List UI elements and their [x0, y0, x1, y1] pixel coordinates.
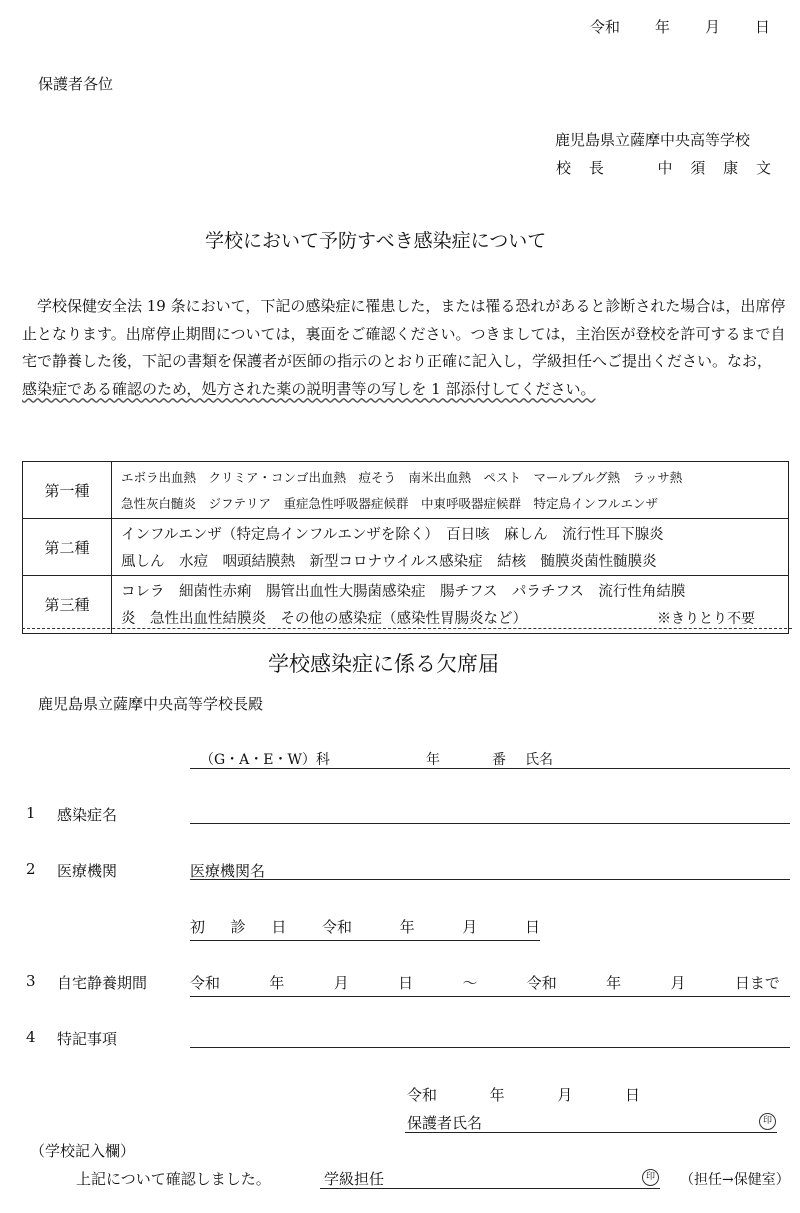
- principal-name: 校 長 中 須 康 文: [556, 159, 771, 177]
- grade-label: 年: [426, 752, 440, 768]
- category-cell: 第一種: [23, 462, 112, 519]
- form-addressee: 鹿児島県立薩摩中央高等学校長殿: [38, 695, 264, 713]
- item-label-disease: 感染症名: [57, 806, 118, 824]
- disease-name-field[interactable]: [190, 823, 790, 824]
- item-label-period: 自宅静養期間: [57, 974, 148, 992]
- seal-icon: 印: [759, 1113, 776, 1130]
- name-label: 氏名: [525, 752, 553, 768]
- item-number: 4: [26, 1028, 36, 1046]
- table-row: [23, 519, 789, 576]
- seal-icon: 印: [642, 1169, 659, 1186]
- number-label: 番: [492, 752, 506, 768]
- item-number: 3: [26, 972, 36, 990]
- issue-date: 令和 年 月 日: [590, 18, 770, 36]
- rest-period-field[interactable]: 令和 年 月 日 ～ 令和 年 月 日まで: [190, 972, 790, 997]
- item-label-institution: 医療機関: [57, 862, 118, 880]
- special-notes-field[interactable]: [190, 1047, 790, 1048]
- notice-body: 学校保健安全法 19 条において，下記の感染症に罹患した，または罹る恐れがあると診断された場合は，出席停止となります。出席停止期間については，裏面をご確認ください。つきましては，主治医が登校を許可するまで自宅で静養した後，下記の書類を保護者が医師の指示のとおり正確に記入し，学級担任へご提出ください。なお，感染症である確認のため，処方された薬の説明書等の写しを 1 部添付してください。: [22, 297, 786, 398]
- institution-name-field[interactable]: [190, 879, 790, 880]
- form-title: 学校感染症に係る欠席届: [268, 652, 499, 676]
- guardian-name-label: 保護者氏名: [407, 1114, 483, 1132]
- confirm-text: 上記について確認しました。: [76, 1170, 271, 1188]
- guardian-name-field[interactable]: [405, 1132, 777, 1133]
- homeroom-label: 学級担任: [324, 1170, 385, 1188]
- school-section-label: （学校記入欄）: [30, 1142, 136, 1160]
- first-visit-date-field[interactable]: 初 診 日 令和 年 月 日: [190, 916, 540, 941]
- cut-note: ※きりとり不要: [657, 611, 755, 627]
- item-label-notes: 特記事項: [57, 1030, 118, 1048]
- school-name: 鹿児島県立薩摩中央高等学校: [555, 131, 751, 149]
- guardian-date: 令和 年 月 日: [407, 1086, 640, 1104]
- item-number: 1: [26, 804, 36, 822]
- table-row: [23, 462, 789, 519]
- disease-list: コレラ 細菌性赤痢 腸管出血性大腸菌感染症 腸チフス パラチフス 流行性角結膜 炎 急性出血性結膜炎 その他の感染症（感染性胃腸炎など）: [112, 576, 789, 634]
- homeroom-signature-field[interactable]: [320, 1188, 660, 1189]
- attach-instruction: 感染症である確認のため，処方された薬の説明書等の写しを 1 部添付してください。: [22, 379, 596, 398]
- disease-list: エボラ出血熱 クリミア・コンゴ出血熱 痘そう 南米出血熱 ペスト マールブルグ熱 ラッサ熱 急性灰白髄炎 ジフテリア 重症急性呼吸器症候群 中東呼吸器症候群 特定鳥インフルエンザ: [112, 462, 789, 519]
- cut-line: [22, 628, 792, 629]
- recipient: 保護者各位: [38, 75, 114, 93]
- item-number: 2: [26, 860, 36, 878]
- notice-title: 学校において予防すべき感染症について: [205, 230, 547, 252]
- dept-label: （G・A・E・W）科: [200, 752, 330, 768]
- category-cell: 第三種: [23, 576, 112, 634]
- institution-name-label: 医療機関名: [190, 862, 266, 880]
- route-note: （担任→保健室）: [680, 1172, 790, 1188]
- category-cell: 第二種: [23, 519, 112, 576]
- disease-list: インフルエンザ（特定鳥インフルエンザを除く） 百日咳 麻しん 流行性耳下腺炎 風しん 水痘 咽頭結膜熱 新型コロナウイルス感染症 結核 髄膜炎菌性髄膜炎: [112, 519, 789, 576]
